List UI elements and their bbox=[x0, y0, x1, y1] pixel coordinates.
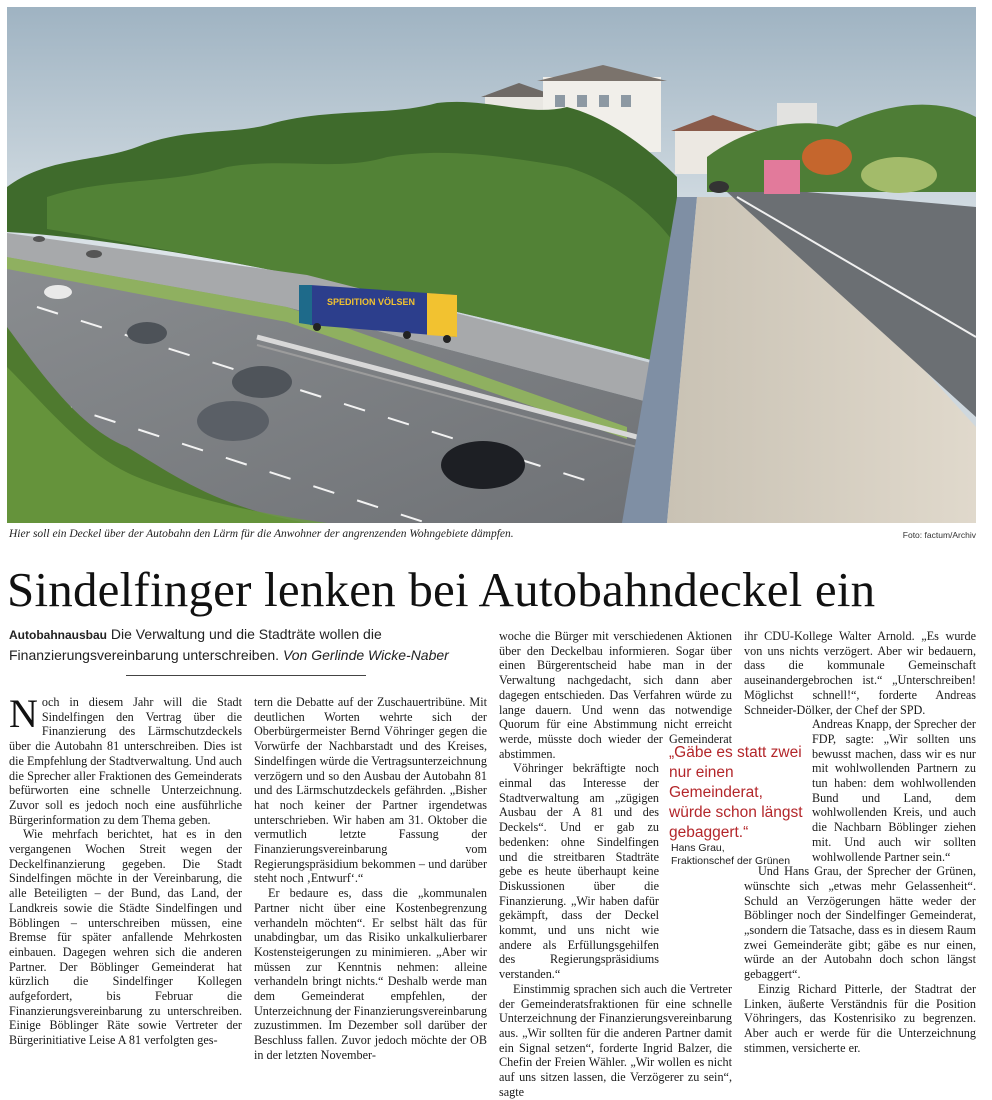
paragraph: Einzig Richard Pitterle, der Stadtrat der Linken, äußerte Verständnis für die Position Vöhringers, das Kostenrisiko zu begrenzen. Aber auch er werde für die Unterzeichnung stimmen, versicherte er. bbox=[744, 981, 976, 1055]
article-lead bbox=[9, 624, 487, 665]
quote-source-role: Fraktionschef der Grünen bbox=[671, 855, 791, 867]
kicker: Autobahnausbau bbox=[9, 628, 107, 642]
pull-quote-source bbox=[671, 842, 806, 868]
autobahn-photo-illustration bbox=[7, 7, 976, 523]
lead-divider bbox=[126, 675, 366, 676]
paragraph: Vöhringer bekräftigte noch einmal das Interesse der Stadtverwaltung am „zügigen Ausbau der A 81 und des Deckels“. Und er gab zu bedenken: ohne Sindelfingen und die streitbaren Stadträte gebe es heute überhaupt keine Diskussionen über die Finanzierung. „Wir haben dafür gekämpft, dass der Deckel kommt, und uns nicht wie andere als Erfüllungsgehilfen des Regierungspräsidiums verstanden.“ bbox=[499, 761, 659, 982]
standfirst: Die Verwaltung und die Stadträte wollen die Finanzierungsvereinbarung unterschreiben. bbox=[9, 626, 382, 663]
paragraph: ihr CDU-Kollege Walter Arnold. „Es wurde von uns nichts verzögert. Aber wir bedauern, dass die kommunale Gemeinschaft auseinandergebrochen ist.“ „Unterschreiben! Möglichst schnell!“, forderte Andreas Schneider-Dölker, der Chef der SPD. bbox=[744, 629, 976, 717]
paragraph: Andreas Knapp, der Sprecher der FDP, sagte: „Wir sollten uns bewusst machen, dass wir es nur mit wohlwollenden Partnern zu tun haben: dem wohlwollenden Bund und Land, dem wohlwollenden Kreis, und auch die Nachbarn Böblinger ziehen mit. Und auch wir sollten wohlwollende Partner sein.“ bbox=[812, 717, 976, 864]
article-photo bbox=[7, 7, 976, 523]
truck-label: SPEDITION VÖLSEN bbox=[327, 297, 416, 307]
photo-credit: Foto: factum/Archiv bbox=[902, 530, 976, 540]
quote-source-name: Hans Grau, bbox=[671, 842, 725, 854]
paragraph: Wie mehrfach berichtet, hat es in den vergangenen Wochen Streit wegen der Deckelfinanzierung gegeben. Die Stadt Sindelfingen möchte in der Vereinbarung, die alle Beteiligten – der Bund, das Land, der Landkreis sowie die Städte Sindelfingen und Böblingen – unterschreiben müssen, eine Bremse für später anfallende Mehrkosten einbauen. Dagegen wehren sich die anderen Partner. Der Böblinger Gemeinderat hat kürzlich die Sindelfinger Kollegen aufgefordert, bis Februar die Finanzierungsvereinbarung zu unterschreiben. Einige Böblinger Räte sowie Vertreter der Bürgerinitiative Leise A 81 verfolgten ges- bbox=[9, 827, 242, 1048]
paragraph: Und Hans Grau, der Sprecher der Grünen, wünschte sich „etwas mehr Gelassenheit“. Schuld an Verzögerungen hätte weder der Böblinger noch der Sindelfinger Gemeinderat, „sondern die Tatsache, dass es in diesem Raum zwei Gemeinderäte gibt; gäbe es nur einen, würde an der Autobahn doch schon längst gebaggert“. bbox=[744, 864, 976, 982]
article-column-2 bbox=[254, 695, 487, 1063]
pull-quote: „Gäbe es statt zwei nur einen Gemeinderat, würde schon längst gebaggert.“ bbox=[669, 744, 803, 841]
article-headline: Sindelfinger lenken bei Autobahndeckel ein bbox=[7, 562, 876, 617]
pink-bus bbox=[764, 160, 800, 194]
article-column-1 bbox=[9, 691, 242, 1048]
paragraph: tern die Debatte auf der Zuschauertribüne. Mit deutlichen Worten wehrte sich der Oberbürgermeister Bernd Vöhringer gegen die Vorwürfe der Nachbarstadt und des Kreises, Sindelfingen würde die Vertragsunterzeichnung verzögern und so den Ausbau der Autobahn 81 und des Lärmschutzdeckels gefährden. „Bisher hat noch keiner der Partner irgendetwas unterschrieben. Wir haben am 31. Oktober die vermutlich letzte Fassung der Finanzierungsvereinbarung vom Regierungspräsidium bekommen – und darüber steht noch ‚Entwurf‘.“ bbox=[254, 695, 487, 886]
dropcap: N bbox=[9, 691, 38, 736]
paragraph: Er bedaure es, dass die „kommunalen Partner nicht über eine Kostenbegrenzung verhandeln möchten“. Er selbst hält das für unabdingbar, um das Risiko unkalkulierbarer Kostensteigerungen zu minimieren. „Aber wir müssen zur Kenntnis nehmen: alleine verhandeln bringt nichts.“ Deshalb werde man dem Gemeinderat empfehlen, der Unterzeichnung der Finanzierungsvereinbarung zuzustimmen. Im Dezember soll darüber der Beschluss fallen. Zuvor jedoch möchte der OB in der letzten November- bbox=[254, 886, 487, 1062]
paragraph: Einstimmig sprachen sich auch die Vertreter der Gemeinderatsfraktionen für eine schnelle Unterzeichnung der Finanzierungsvereinbarung aus. „Wir sollten für die anderen Partner damit ein Signal setzen“, forderte Ingrid Balzer, die Chefin der Freien Wähler. „Wir wollen es nicht auf uns sitzen lassen, die Verzögerer zu sein“, sagte bbox=[499, 981, 732, 1099]
photo-caption: Hier soll ein Deckel über der Autobahn den Lärm für die Anwohner der angrenzenden Wohngebiete dämpfen. bbox=[9, 528, 514, 540]
paragraph: Noch in diesem Jahr will die Stadt Sindelfingen den Vertrag über die Finanzierung des Lärmschutzdeckels über die Autobahn 81 unterschreiben. Dies ist die Empfehlung der Stadtverwaltung. Und auch die Sprecher aller Fraktionen des Gemeinderats befürworten eine schnelle Unterzeichnung. Zuvor soll es jedoch noch eine ausführliche Bürgerinformation zu dem Thema geben. bbox=[9, 691, 242, 827]
byline: Von Gerlinde Wicke-Naber bbox=[282, 647, 449, 663]
paragraph: woche die Bürger mit verschiedenen Aktionen über den Deckelbau informieren. Sogar über einen Bürgerentscheid habe man in der Verwaltung nachgedacht, sich dann aber dagegen entschieden. Das Verfahren würde zu lange dauern. Und wenn das notwendige Quorum für eine Abstimmung nicht erreicht werde, müsste doch wieder der Gemeinderat abstimmen. bbox=[499, 629, 732, 761]
